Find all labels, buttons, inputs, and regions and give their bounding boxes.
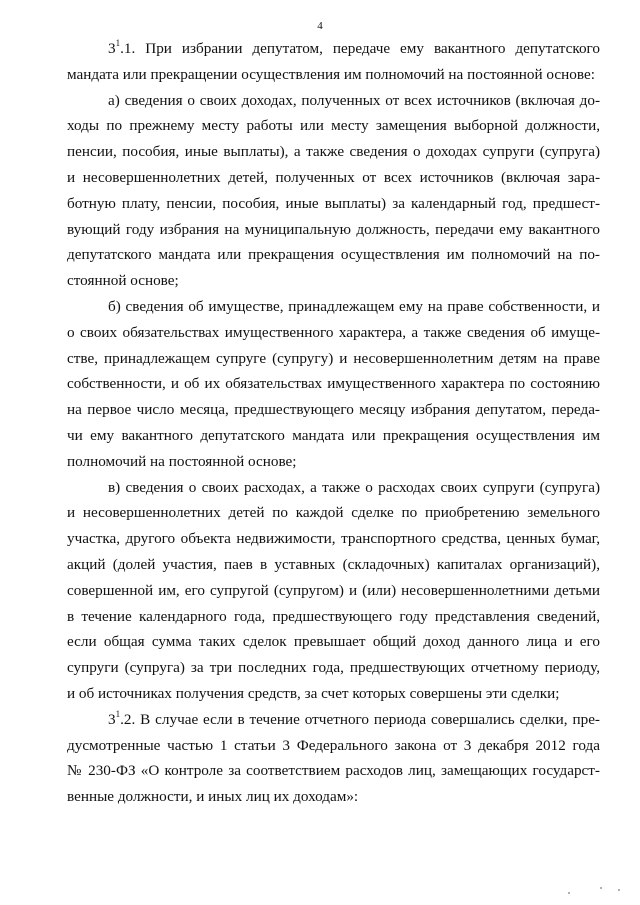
scan-speck <box>568 892 570 894</box>
line-text: если общая сумма таких сделок превышает общий доход данного лица и его <box>67 633 600 651</box>
section-number: 3 <box>108 710 116 728</box>
line-text: б) сведения об имуществе, принадлежащем ему на праве собственности, и <box>108 297 600 315</box>
text-line <box>67 629 600 655</box>
line-text: .2. В случае если в течение отчетного периода совершались сделки, пре- <box>120 710 600 728</box>
text-line <box>67 552 600 578</box>
text-line <box>67 165 600 191</box>
line-text: № 230-ФЗ «О контроле за соответствием расходов лиц, замещающих государст- <box>67 762 600 780</box>
line-text: а) сведения о своих доходах, полученных от всех источников (включая до- <box>108 91 600 109</box>
text-line <box>67 371 600 397</box>
text-line <box>67 346 600 372</box>
section-superscript: 1 <box>115 708 121 719</box>
text-line <box>67 88 600 114</box>
line-text: ходы по прежнему месту работы или месту замещения выборной должности, <box>67 117 600 135</box>
line-text: чи ему вакантного депутатского мандата или прекращения осуществления им <box>67 426 600 444</box>
text-line <box>67 113 600 139</box>
text-line <box>67 36 600 62</box>
line-text: в) сведения о своих расходах, а также о расходах своих супруги (супруга) <box>108 478 600 496</box>
line-text: полномочий на постоянной основе; <box>67 452 297 470</box>
text-line <box>67 62 600 88</box>
text-line <box>67 578 600 604</box>
section-superscript: 1 <box>115 37 121 48</box>
line-text: мандата или прекращении осуществления им полномочий на постоянной основе: <box>67 65 595 83</box>
line-text: о своих обязательствах имущественного характера, а также сведения об имуще- <box>67 323 600 341</box>
line-text: совершенной им, его супругой (супругом) и (или) несовершеннолетними детьми <box>67 581 600 599</box>
text-line <box>67 758 600 784</box>
text-line <box>67 707 600 733</box>
section-number: 3 <box>108 40 116 57</box>
text-line <box>67 242 600 268</box>
line-text: участка, другого объекта недвижимости, транспортного средства, ценных бумаг, <box>67 530 600 548</box>
document-body <box>67 36 600 810</box>
line-text: стве, принадлежащем супруге (супругу) и несовершеннолетним детям на праве <box>67 349 600 367</box>
line-text: вующий году избрания на муниципальную должность, передачи ему вакантного <box>67 220 600 238</box>
text-line <box>67 139 600 165</box>
text-line <box>67 217 600 243</box>
text-line <box>67 526 600 552</box>
line-text: супруги (супруга) за три последних года, предшествующих отчетному периоду, <box>67 659 600 677</box>
line-text: венные должности, и иных лиц их доходам»: <box>67 788 359 806</box>
paragraph-p31 <box>67 36 600 88</box>
paragraph-pb <box>67 294 600 475</box>
line-text: на первое число месяца, предшествующего месяцу избрания депутатом, переда- <box>67 401 600 419</box>
text-line <box>67 784 600 810</box>
text-line <box>67 604 600 630</box>
text-line <box>67 449 600 475</box>
page-number: 4 <box>317 20 323 32</box>
line-text: акций (долей участия, паев в уставных (складочных) капиталах организаций), <box>67 555 600 573</box>
text-line <box>67 681 600 707</box>
line-text: и несовершеннолетних детей, полученных от всех источников (включая зара- <box>67 168 600 186</box>
line-text: депутатского мандата или прекращения осуществления им полномочий на по- <box>67 246 600 264</box>
line-text: и об источниках получения средств, за счет которых совершены эти сделки; <box>67 684 560 702</box>
paragraph-p32 <box>67 707 600 810</box>
paragraph-pa <box>67 88 600 294</box>
line-text: стоянной основе; <box>67 272 179 290</box>
text-line <box>67 475 600 501</box>
scan-speck <box>600 887 602 889</box>
text-line <box>67 655 600 681</box>
text-line <box>67 733 600 759</box>
text-line <box>67 397 600 423</box>
scan-speck <box>618 889 620 891</box>
text-line <box>67 294 600 320</box>
line-text: и несовершеннолетних детей по каждой сделке по приобретению земельного <box>67 504 600 522</box>
text-line <box>67 423 600 449</box>
paragraph-pv <box>67 475 600 707</box>
line-text: в течение календарного года, предшествующего году представления сведений, <box>67 607 600 625</box>
text-line <box>67 191 600 217</box>
text-line <box>67 500 600 526</box>
line-text: пенсии, пособия, иные выплаты), а также сведения о доходах супруги (супруга) <box>67 143 600 161</box>
line-text: дусмотренные частью 1 статьи 3 Федерального закона от 3 декабря 2012 года <box>67 736 600 754</box>
text-line <box>67 320 600 346</box>
line-text: ботную плату, пенсии, пособия, иные выплаты) за календарный год, предшест- <box>67 194 600 212</box>
line-text: .1. При избрании депутатом, передаче ему вакантного депутатского <box>120 40 600 57</box>
line-text: собственности, и об их обязательствах имущественного характера по состоянию <box>67 375 600 393</box>
text-line <box>67 268 600 294</box>
